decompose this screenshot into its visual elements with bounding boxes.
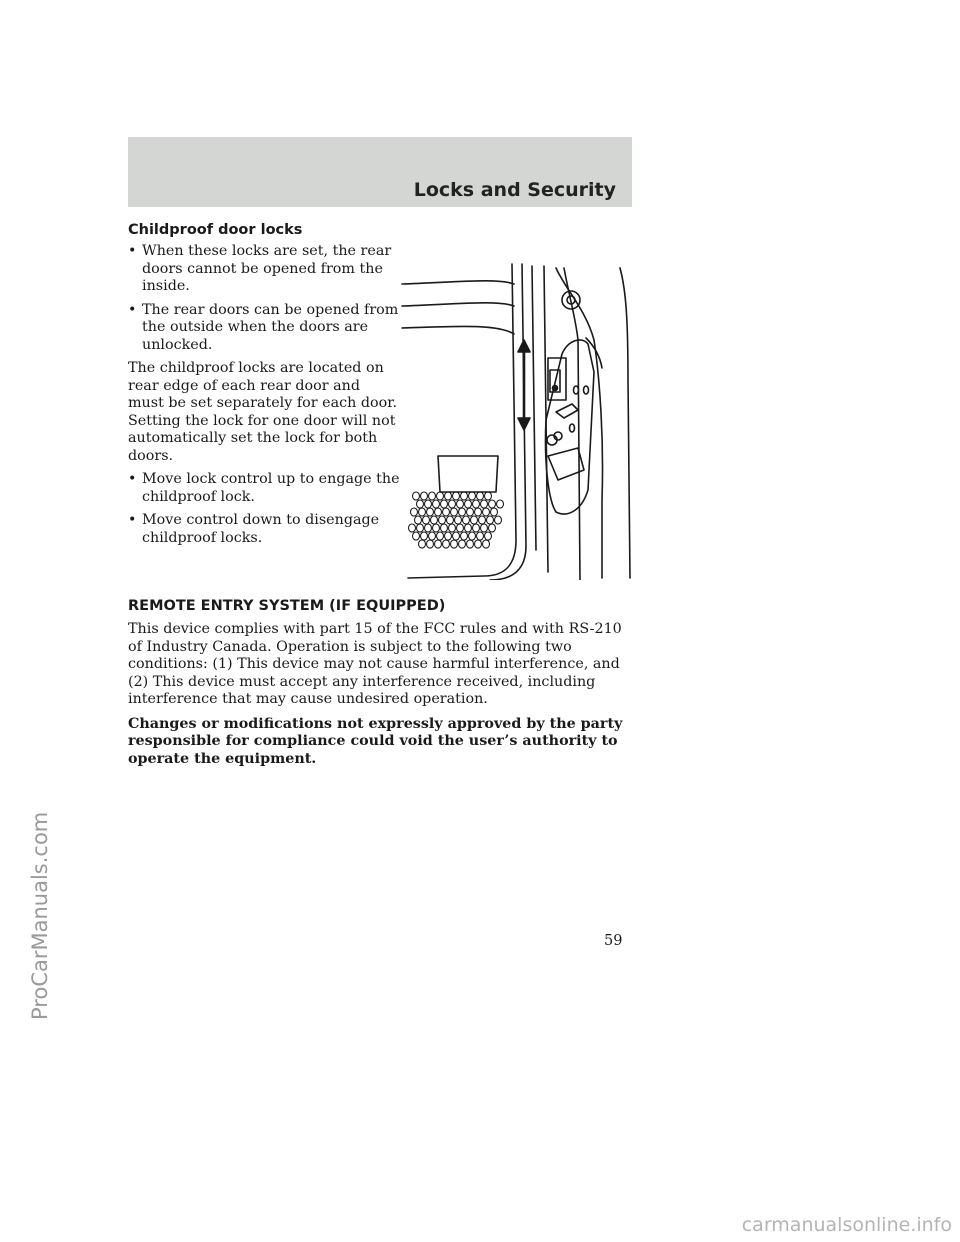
remote-entry-heading: REMOTE ENTRY SYSTEM (IF EQUIPPED) [128, 598, 446, 614]
bullet-text: Move lock control up to engage the childproof lock. [142, 471, 400, 505]
modification-warning: Changes or modifications not expressly approved by the party responsible for compliance could void the user’s authority to operate the equipment. [128, 715, 623, 767]
footer-watermark: carmanualsonline.info [741, 1214, 952, 1236]
bullet-dot: • [128, 471, 137, 487]
page-number: 59 [604, 933, 623, 949]
bullet-text: Move control down to disengage childproof locks. [142, 512, 380, 546]
fcc-compliance-paragraph: This device complies with part 15 of the FCC rules and with RS-210 of Industry Canada. Operation is subject to the following two conditions: (1) This device may not cause harmful interference, and (2) This device must accept any interference received, including interference that may cause undesired operation. [128, 621, 622, 707]
site-watermark: ProCarManuals.com [28, 811, 52, 1020]
bullet-text: The rear doors can be opened from the outside when the doors are unlocked. [142, 301, 399, 353]
remote-entry-section [128, 598, 632, 775]
bullet-text: When these locks are set, the rear doors cannot be opened from the inside. [142, 243, 392, 294]
bullet-item [128, 243, 400, 296]
childproof-section [128, 222, 400, 553]
header-band [128, 137, 632, 207]
childproof-heading: Childproof door locks [128, 222, 303, 238]
door-childproof-lock-illustration [398, 260, 634, 580]
bullet-dot: • [128, 243, 137, 259]
section-title: Locks and Security [413, 179, 616, 201]
bullet-item [128, 302, 400, 355]
bullet-item [128, 512, 400, 547]
bullet-dot: • [128, 301, 137, 318]
childproof-paragraph: The childproof locks are located on rear edge of each rear door and must be set separately for each door. Setting the lock for one door will not automatically set the lock for both doors. [128, 360, 398, 464]
bullet-item [128, 471, 400, 506]
bullet-dot: • [128, 512, 137, 528]
